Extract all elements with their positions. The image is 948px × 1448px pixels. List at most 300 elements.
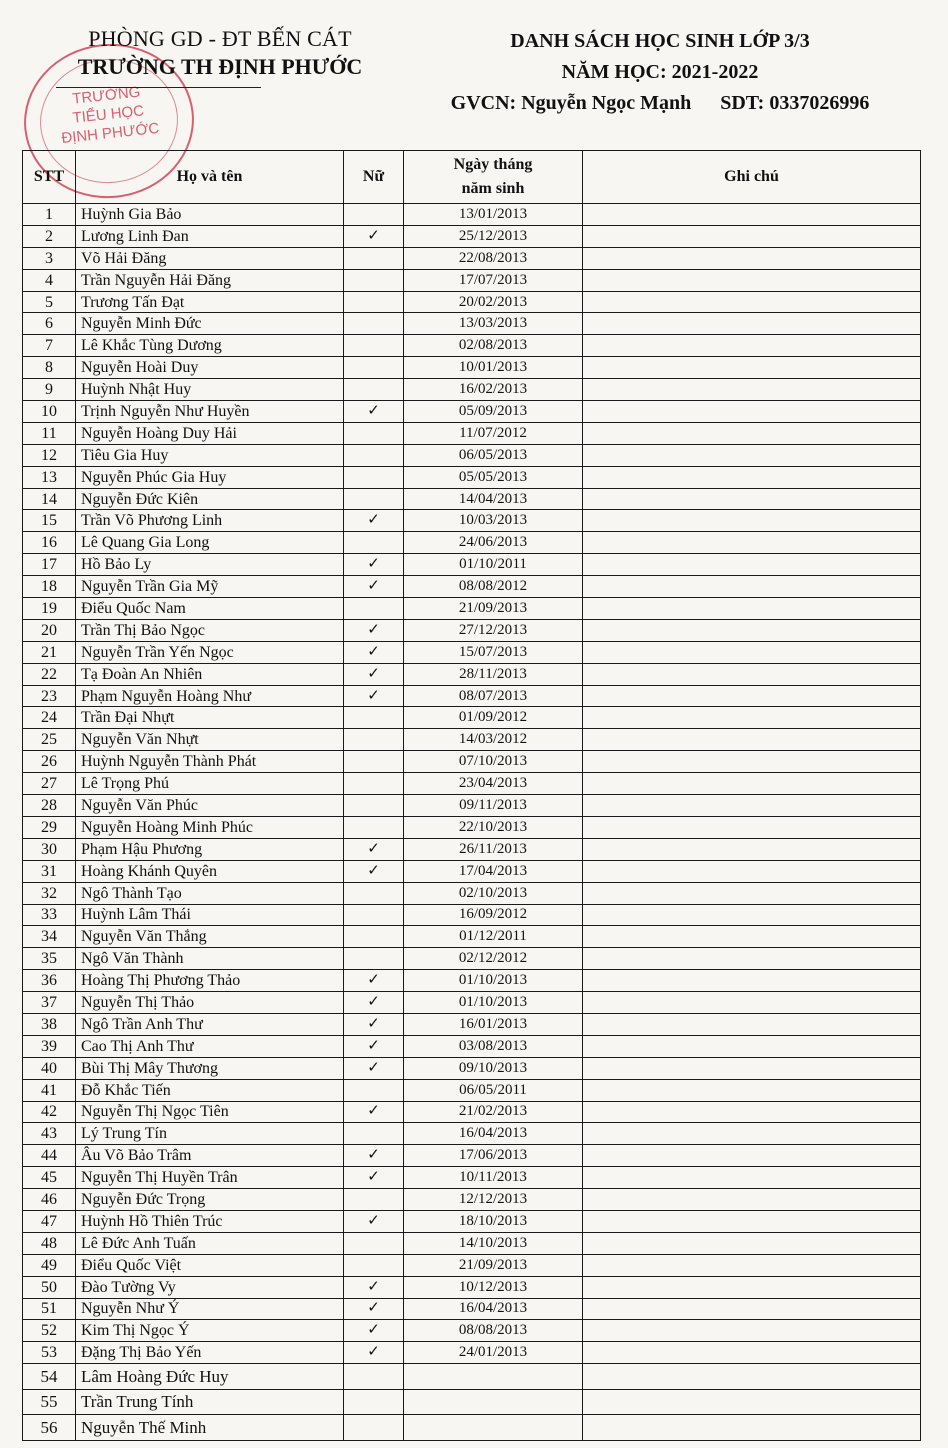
cell-name: Nguyễn Thị Ngọc Tiên	[76, 1101, 344, 1123]
table-row	[23, 926, 921, 948]
cell-dob: 02/08/2013	[404, 335, 583, 357]
cell-dob: 02/12/2012	[404, 948, 583, 970]
cell-name: Trần Võ Phương Linh	[76, 510, 344, 532]
table-row	[23, 1389, 921, 1415]
cell-notes	[583, 1276, 921, 1298]
cell-female	[344, 357, 404, 379]
cell-stt: 26	[23, 751, 76, 773]
cell-stt: 37	[23, 992, 76, 1014]
cell-stt: 10	[23, 401, 76, 423]
female-check-icon: ✓	[344, 576, 404, 598]
stamp-line-3: ĐỊNH PHƯỚC	[60, 119, 161, 148]
cell-notes	[583, 926, 921, 948]
cell-female	[344, 466, 404, 488]
table-header-row	[23, 151, 921, 204]
cell-stt: 9	[23, 379, 76, 401]
cell-notes	[583, 335, 921, 357]
cell-name: Ngô Văn Thành	[76, 948, 344, 970]
cell-name: Hoàng Thị Phương Thảo	[76, 970, 344, 992]
cell-dob: 06/05/2013	[404, 444, 583, 466]
cell-notes	[583, 422, 921, 444]
table-row	[23, 860, 921, 882]
cell-stt: 48	[23, 1232, 76, 1254]
cell-notes	[583, 992, 921, 1014]
female-check-icon: ✓	[344, 641, 404, 663]
cell-female	[344, 422, 404, 444]
cell-notes	[583, 1123, 921, 1145]
female-check-icon: ✓	[344, 860, 404, 882]
cell-stt: 49	[23, 1254, 76, 1276]
table-row	[23, 335, 921, 357]
cell-stt: 28	[23, 795, 76, 817]
cell-female	[344, 532, 404, 554]
cell-dob: 10/03/2013	[404, 510, 583, 532]
table-row	[23, 488, 921, 510]
cell-stt: 47	[23, 1210, 76, 1232]
cell-stt: 54	[23, 1364, 76, 1390]
cell-female	[344, 1232, 404, 1254]
table-row	[23, 510, 921, 532]
table-row	[23, 1123, 921, 1145]
cell-dob: 09/11/2013	[404, 795, 583, 817]
female-check-icon: ✓	[344, 554, 404, 576]
cell-notes	[583, 1013, 921, 1035]
cell-stt: 2	[23, 225, 76, 247]
table-row	[23, 401, 921, 423]
cell-name: Nguyễn Thế Minh	[76, 1415, 344, 1441]
cell-notes	[583, 860, 921, 882]
cell-female	[344, 1079, 404, 1101]
teacher-line	[400, 92, 920, 115]
table-row	[23, 1035, 921, 1057]
table-row	[23, 291, 921, 313]
female-check-icon: ✓	[344, 1145, 404, 1167]
cell-dob: 13/03/2013	[404, 313, 583, 335]
cell-stt: 14	[23, 488, 76, 510]
cell-notes	[583, 510, 921, 532]
cell-dob: 01/10/2013	[404, 992, 583, 1014]
table-row	[23, 1189, 921, 1211]
cell-dob: 20/02/2013	[404, 291, 583, 313]
table-row	[23, 357, 921, 379]
cell-female	[344, 707, 404, 729]
table-row	[23, 576, 921, 598]
table-row	[23, 422, 921, 444]
cell-notes	[583, 1232, 921, 1254]
cell-notes	[583, 773, 921, 795]
table-row	[23, 554, 921, 576]
table-row	[23, 1254, 921, 1276]
cell-dob: 01/10/2013	[404, 970, 583, 992]
cell-stt: 51	[23, 1298, 76, 1320]
school-name: TRƯỜNG TH ĐỊNH PHƯỚC	[77, 54, 363, 79]
cell-dob: 24/06/2013	[404, 532, 583, 554]
cell-name: Nguyễn Trần Yến Ngọc	[76, 641, 344, 663]
cell-name: Huỳnh Nhật Huy	[76, 379, 344, 401]
female-check-icon: ✓	[344, 225, 404, 247]
cell-female	[344, 904, 404, 926]
cell-notes	[583, 838, 921, 860]
cell-name: Nguyễn Phúc Gia Huy	[76, 466, 344, 488]
cell-female	[344, 335, 404, 357]
female-check-icon: ✓	[344, 1035, 404, 1057]
table-row	[23, 816, 921, 838]
cell-notes	[583, 816, 921, 838]
female-check-icon: ✓	[344, 1013, 404, 1035]
cell-name: Kim Thị Ngọc Ý	[76, 1320, 344, 1342]
cell-name: Ngô Thành Tạo	[76, 882, 344, 904]
cell-name: Huỳnh Gia Bảo	[76, 204, 344, 226]
cell-notes	[583, 707, 921, 729]
table-row	[23, 1298, 921, 1320]
cell-stt: 33	[23, 904, 76, 926]
cell-name: Nguyễn Hoàng Minh Phúc	[76, 816, 344, 838]
table-row	[23, 1101, 921, 1123]
cell-name: Đào Tường Vy	[76, 1276, 344, 1298]
student-table	[22, 150, 921, 1441]
cell-female	[344, 729, 404, 751]
cell-notes	[583, 269, 921, 291]
cell-name: Đặng Thị Bảo Yến	[76, 1342, 344, 1364]
cell-name: Trần Thị Bảo Ngọc	[76, 619, 344, 641]
cell-notes	[583, 1145, 921, 1167]
table-row	[23, 1364, 921, 1390]
cell-name: Bùi Thị Mây Thương	[76, 1057, 344, 1079]
cell-name: Lê Quang Gia Long	[76, 532, 344, 554]
cell-dob	[404, 1364, 583, 1390]
cell-name: Lê Trọng Phú	[76, 773, 344, 795]
cell-stt: 13	[23, 466, 76, 488]
cell-notes	[583, 882, 921, 904]
cell-dob: 24/01/2013	[404, 1342, 583, 1364]
female-check-icon: ✓	[344, 1210, 404, 1232]
female-check-icon: ✓	[344, 970, 404, 992]
female-check-icon: ✓	[344, 1342, 404, 1364]
table-row	[23, 247, 921, 269]
cell-dob: 12/12/2013	[404, 1189, 583, 1211]
header-underline	[56, 87, 261, 88]
cell-notes	[583, 532, 921, 554]
cell-stt: 35	[23, 948, 76, 970]
female-check-icon: ✓	[344, 1057, 404, 1079]
cell-name: Nguyễn Hoài Duy	[76, 357, 344, 379]
cell-dob: 10/11/2013	[404, 1167, 583, 1189]
cell-stt: 55	[23, 1389, 76, 1415]
cell-notes	[583, 1415, 921, 1441]
cell-name: Lý Trung Tín	[76, 1123, 344, 1145]
cell-stt: 8	[23, 357, 76, 379]
cell-notes	[583, 663, 921, 685]
cell-stt: 50	[23, 1276, 76, 1298]
cell-dob: 02/10/2013	[404, 882, 583, 904]
cell-name: Võ Hải Đăng	[76, 247, 344, 269]
cell-dob: 10/01/2013	[404, 357, 583, 379]
col-header-name: Họ và tên	[76, 151, 344, 204]
school-year: NĂM HỌC: 2021-2022	[561, 61, 759, 83]
cell-name: Huỳnh Lâm Thái	[76, 904, 344, 926]
cell-notes	[583, 948, 921, 970]
table-row	[23, 1415, 921, 1441]
cell-female	[344, 291, 404, 313]
cell-notes	[583, 729, 921, 751]
cell-name: Điểu Quốc Việt	[76, 1254, 344, 1276]
cell-notes	[583, 1389, 921, 1415]
cell-stt: 27	[23, 773, 76, 795]
cell-notes	[583, 379, 921, 401]
cell-notes	[583, 357, 921, 379]
cell-notes	[583, 247, 921, 269]
cell-stt: 20	[23, 619, 76, 641]
col-header-notes: Ghi chú	[583, 151, 921, 204]
cell-dob: 16/02/2013	[404, 379, 583, 401]
cell-notes	[583, 1057, 921, 1079]
cell-stt: 31	[23, 860, 76, 882]
cell-dob: 17/04/2013	[404, 860, 583, 882]
table-row	[23, 269, 921, 291]
cell-stt: 45	[23, 1167, 76, 1189]
cell-name: Trịnh Nguyễn Như Huyền	[76, 401, 344, 423]
cell-name: Ngô Trần Anh Thư	[76, 1013, 344, 1035]
cell-female	[344, 882, 404, 904]
cell-notes	[583, 444, 921, 466]
table-row	[23, 1276, 921, 1298]
female-check-icon: ✓	[344, 992, 404, 1014]
cell-stt: 42	[23, 1101, 76, 1123]
table-row	[23, 619, 921, 641]
cell-notes	[583, 1342, 921, 1364]
cell-dob: 08/07/2013	[404, 685, 583, 707]
cell-dob: 21/09/2013	[404, 598, 583, 620]
cell-stt: 30	[23, 838, 76, 860]
col-header-dob-line2: năm sinh	[461, 180, 525, 197]
table-row	[23, 466, 921, 488]
cell-notes	[583, 488, 921, 510]
cell-stt: 25	[23, 729, 76, 751]
cell-dob: 13/01/2013	[404, 204, 583, 226]
cell-name: Nguyễn Đức Kiên	[76, 488, 344, 510]
cell-stt: 11	[23, 422, 76, 444]
table-row	[23, 1057, 921, 1079]
cell-dob: 23/04/2013	[404, 773, 583, 795]
female-check-icon: ✓	[344, 663, 404, 685]
col-header-dob	[404, 151, 583, 204]
cell-name: Nguyễn Như Ý	[76, 1298, 344, 1320]
cell-dob	[404, 1389, 583, 1415]
cell-stt: 36	[23, 970, 76, 992]
cell-name: Nguyễn Minh Đức	[76, 313, 344, 335]
cell-female	[344, 1415, 404, 1441]
cell-dob: 08/08/2012	[404, 576, 583, 598]
cell-dob: 22/08/2013	[404, 247, 583, 269]
cell-notes	[583, 291, 921, 313]
table-row	[23, 970, 921, 992]
table-row	[23, 948, 921, 970]
cell-name: Nguyễn Đức Trọng	[76, 1189, 344, 1211]
cell-name: Âu Võ Bảo Trâm	[76, 1145, 344, 1167]
table-row	[23, 992, 921, 1014]
cell-stt: 43	[23, 1123, 76, 1145]
cell-name: Phạm Hậu Phương	[76, 838, 344, 860]
cell-stt: 21	[23, 641, 76, 663]
cell-name: Đỗ Khắc Tiến	[76, 1079, 344, 1101]
table-row	[23, 795, 921, 817]
table-row	[23, 1013, 921, 1035]
cell-dob: 01/09/2012	[404, 707, 583, 729]
cell-female	[344, 488, 404, 510]
cell-stt: 19	[23, 598, 76, 620]
cell-stt: 56	[23, 1415, 76, 1441]
cell-stt: 41	[23, 1079, 76, 1101]
cell-stt: 6	[23, 313, 76, 335]
cell-stt: 16	[23, 532, 76, 554]
cell-notes	[583, 554, 921, 576]
cell-notes	[583, 1101, 921, 1123]
cell-female	[344, 269, 404, 291]
cell-dob: 16/01/2013	[404, 1013, 583, 1035]
table-row	[23, 1210, 921, 1232]
table-row	[23, 882, 921, 904]
cell-dob: 22/10/2013	[404, 816, 583, 838]
cell-notes	[583, 401, 921, 423]
teacher-phone: SDT: 0337026996	[720, 92, 870, 114]
department-name: PHÒNG GD - ĐT BẾN CÁT	[88, 26, 352, 51]
cell-name: Nguyễn Văn Phúc	[76, 795, 344, 817]
table-row	[23, 313, 921, 335]
cell-female	[344, 1364, 404, 1390]
cell-stt: 18	[23, 576, 76, 598]
cell-name: Nguyễn Văn Nhựt	[76, 729, 344, 751]
table-row	[23, 1232, 921, 1254]
cell-notes	[583, 1079, 921, 1101]
cell-notes	[583, 204, 921, 226]
female-check-icon: ✓	[344, 685, 404, 707]
table-row	[23, 641, 921, 663]
cell-female	[344, 1254, 404, 1276]
cell-stt: 5	[23, 291, 76, 313]
cell-name: Tiêu Gia Huy	[76, 444, 344, 466]
female-check-icon: ✓	[344, 1298, 404, 1320]
cell-notes	[583, 1298, 921, 1320]
cell-notes	[583, 1320, 921, 1342]
cell-stt: 3	[23, 247, 76, 269]
cell-stt: 32	[23, 882, 76, 904]
table-row	[23, 751, 921, 773]
cell-dob: 21/02/2013	[404, 1101, 583, 1123]
cell-name: Tạ Đoàn An Nhiên	[76, 663, 344, 685]
table-row	[23, 663, 921, 685]
cell-notes	[583, 1210, 921, 1232]
cell-female	[344, 247, 404, 269]
cell-dob	[404, 1415, 583, 1441]
cell-dob: 27/12/2013	[404, 619, 583, 641]
cell-name: Nguyễn Trần Gia Mỹ	[76, 576, 344, 598]
cell-dob: 25/12/2013	[404, 225, 583, 247]
cell-dob: 16/04/2013	[404, 1123, 583, 1145]
cell-dob: 28/11/2013	[404, 663, 583, 685]
cell-female	[344, 444, 404, 466]
cell-dob: 03/08/2013	[404, 1035, 583, 1057]
cell-stt: 1	[23, 204, 76, 226]
cell-notes	[583, 641, 921, 663]
cell-dob: 17/06/2013	[404, 1145, 583, 1167]
cell-dob: 10/12/2013	[404, 1276, 583, 1298]
cell-stt: 46	[23, 1189, 76, 1211]
cell-notes	[583, 313, 921, 335]
cell-stt: 24	[23, 707, 76, 729]
cell-female	[344, 948, 404, 970]
table-row	[23, 1079, 921, 1101]
female-check-icon: ✓	[344, 510, 404, 532]
cell-dob: 21/09/2013	[404, 1254, 583, 1276]
cell-dob: 09/10/2013	[404, 1057, 583, 1079]
cell-name: Huỳnh Nguyễn Thành Phát	[76, 751, 344, 773]
table-body	[23, 204, 921, 1441]
cell-dob: 17/07/2013	[404, 269, 583, 291]
cell-dob: 15/07/2013	[404, 641, 583, 663]
table-row	[23, 379, 921, 401]
cell-notes	[583, 1364, 921, 1390]
cell-notes	[583, 795, 921, 817]
cell-stt: 15	[23, 510, 76, 532]
cell-stt: 34	[23, 926, 76, 948]
cell-female	[344, 379, 404, 401]
table-row	[23, 685, 921, 707]
female-check-icon: ✓	[344, 619, 404, 641]
table-row	[23, 225, 921, 247]
table-row	[23, 532, 921, 554]
cell-name: Phạm Nguyễn Hoàng Như	[76, 685, 344, 707]
cell-name: Nguyễn Văn Thắng	[76, 926, 344, 948]
stamp-line-1: TRƯỜNG	[71, 83, 142, 108]
cell-stt: 53	[23, 1342, 76, 1364]
cell-name: Lê Đức Anh Tuấn	[76, 1232, 344, 1254]
cell-name: Nguyễn Thị Huyền Trân	[76, 1167, 344, 1189]
cell-dob: 05/05/2013	[404, 466, 583, 488]
cell-stt: 7	[23, 335, 76, 357]
cell-stt: 29	[23, 816, 76, 838]
table-row	[23, 1342, 921, 1364]
cell-dob: 11/07/2012	[404, 422, 583, 444]
cell-female	[344, 204, 404, 226]
cell-stt: 40	[23, 1057, 76, 1079]
cell-name: Điểu Quốc Nam	[76, 598, 344, 620]
cell-dob: 08/08/2013	[404, 1320, 583, 1342]
cell-stt: 44	[23, 1145, 76, 1167]
female-check-icon: ✓	[344, 1101, 404, 1123]
cell-female	[344, 1189, 404, 1211]
cell-notes	[583, 576, 921, 598]
cell-dob: 14/04/2013	[404, 488, 583, 510]
cell-female	[344, 1389, 404, 1415]
table-row	[23, 1145, 921, 1167]
female-check-icon: ✓	[344, 401, 404, 423]
cell-stt: 22	[23, 663, 76, 685]
cell-female	[344, 751, 404, 773]
table-row	[23, 773, 921, 795]
cell-notes	[583, 751, 921, 773]
cell-dob: 16/09/2012	[404, 904, 583, 926]
cell-name: Hồ Bảo Ly	[76, 554, 344, 576]
cell-notes	[583, 970, 921, 992]
col-header-female: Nữ	[344, 151, 404, 204]
cell-dob: 05/09/2013	[404, 401, 583, 423]
cell-female	[344, 1123, 404, 1145]
table-row	[23, 204, 921, 226]
cell-female	[344, 773, 404, 795]
cell-dob: 06/05/2011	[404, 1079, 583, 1101]
col-header-stt: STT	[23, 151, 76, 204]
cell-name: Cao Thị Anh Thư	[76, 1035, 344, 1057]
